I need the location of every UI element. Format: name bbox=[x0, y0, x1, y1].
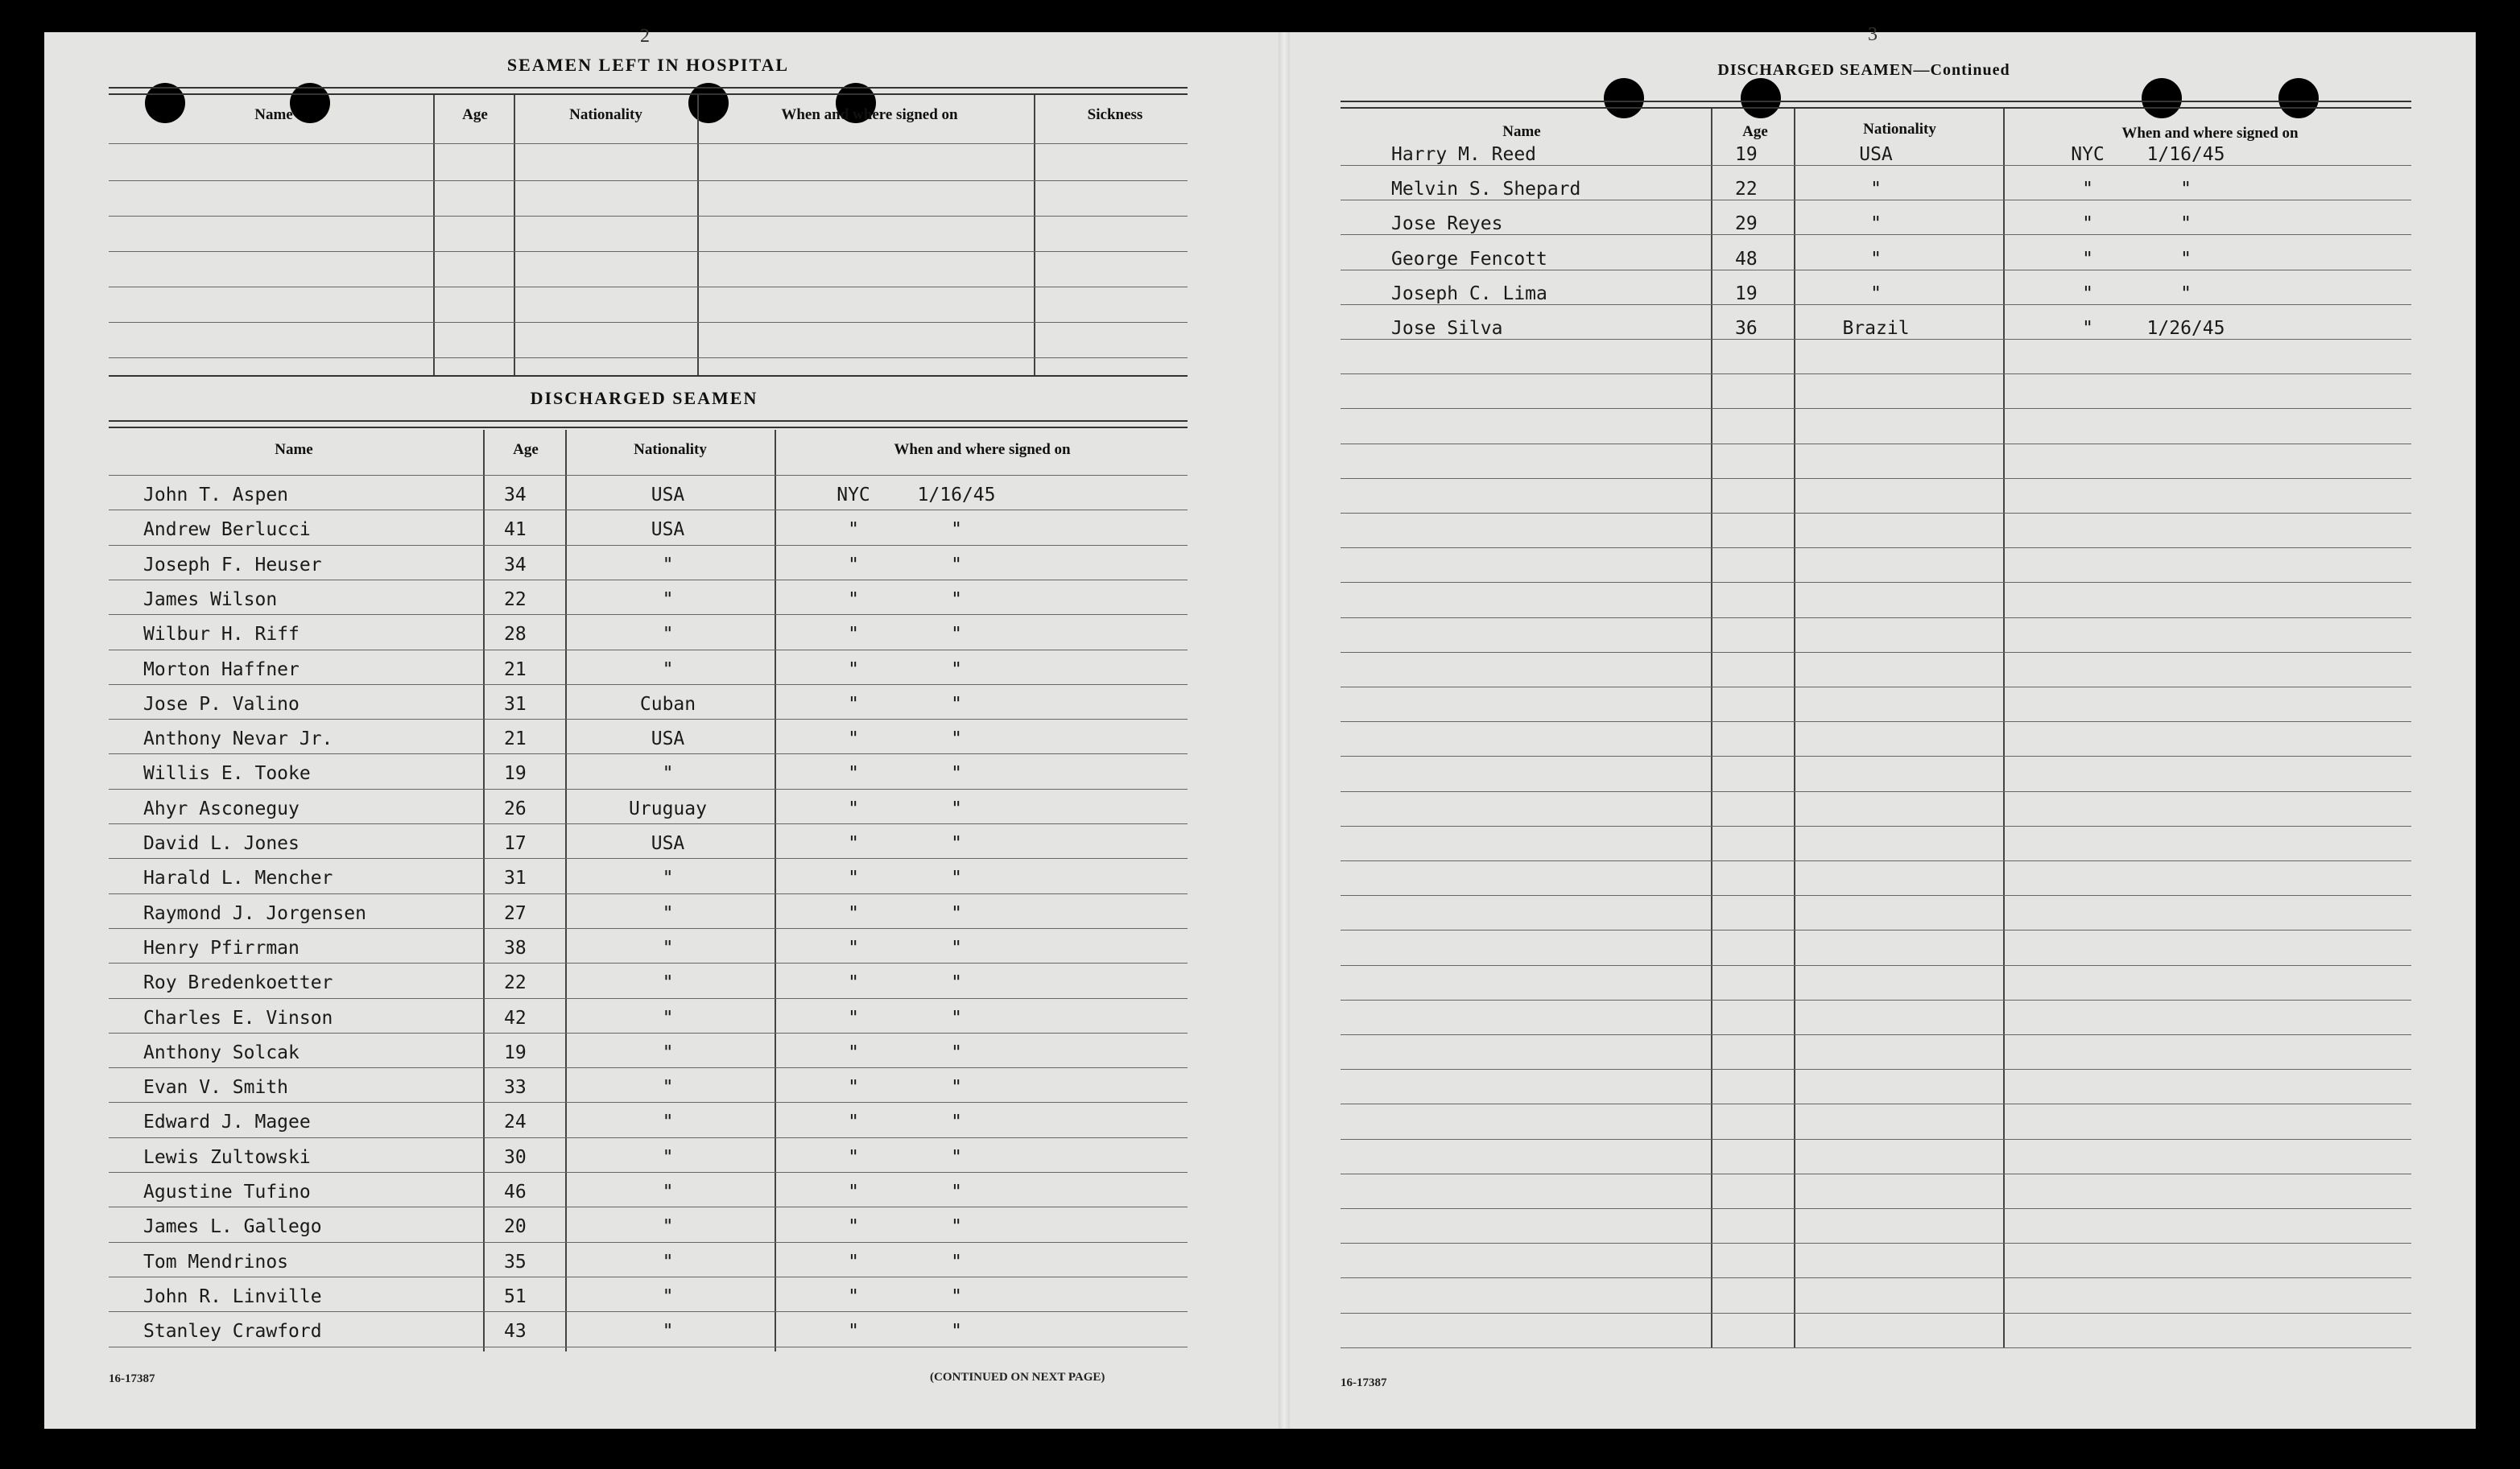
signed-place: " bbox=[848, 1251, 859, 1273]
signed-date: " bbox=[951, 519, 962, 541]
hospital-header-nationality: Nationality bbox=[569, 106, 642, 123]
seaman-nationality: " bbox=[662, 937, 674, 959]
seaman-name: David L. Jones bbox=[143, 833, 300, 854]
rule bbox=[1341, 107, 2411, 109]
signed-place: " bbox=[848, 588, 859, 610]
seaman-nationality: " bbox=[662, 1112, 674, 1133]
signed-date: " bbox=[951, 1251, 962, 1273]
seaman-nationality: " bbox=[662, 763, 674, 785]
discharged-header-nationality: Nationality bbox=[634, 441, 707, 458]
seaman-nationality: " bbox=[662, 1077, 674, 1099]
signed-date: " bbox=[951, 1321, 962, 1343]
row-rule bbox=[1341, 1277, 2411, 1278]
seaman-age: 22 bbox=[1735, 179, 1758, 200]
signed-date: " bbox=[951, 1285, 962, 1307]
signed-place: " bbox=[848, 693, 859, 715]
signed-place: " bbox=[848, 1146, 859, 1168]
row-rule bbox=[109, 719, 1188, 720]
seaman-name: Henry Pfirrman bbox=[143, 937, 300, 959]
rule bbox=[109, 427, 1188, 428]
continued-header-name: Name bbox=[1502, 123, 1541, 140]
row-rule bbox=[1341, 1139, 2411, 1140]
signed-place: " bbox=[2082, 248, 2093, 270]
row-rule bbox=[1341, 1000, 2411, 1001]
signed-date: 1/16/45 bbox=[2146, 144, 2225, 165]
signed-date: " bbox=[2180, 179, 2192, 200]
row-rule bbox=[1341, 791, 2411, 792]
seaman-nationality: " bbox=[662, 1285, 674, 1307]
signed-date: " bbox=[951, 588, 962, 610]
signed-place: " bbox=[848, 1007, 859, 1029]
row-rule bbox=[1341, 1347, 2411, 1348]
row-rule bbox=[1341, 1313, 2411, 1314]
row-rule bbox=[109, 1311, 1188, 1312]
signed-place: " bbox=[848, 937, 859, 959]
row-rule bbox=[109, 143, 1188, 144]
signed-date: " bbox=[951, 1216, 962, 1238]
seaman-nationality: Uruguay bbox=[629, 798, 707, 819]
seaman-name: Agustine Tufino bbox=[143, 1182, 311, 1203]
signed-date: " bbox=[951, 1112, 962, 1133]
seaman-name: Jose Reyes bbox=[1391, 213, 1503, 235]
continued-header-signed-on: When and where signed on bbox=[2121, 125, 2299, 142]
seaman-name: Jose Silva bbox=[1391, 318, 1503, 339]
signed-place: " bbox=[848, 624, 859, 646]
row-rule bbox=[1341, 756, 2411, 757]
signed-place: " bbox=[848, 1321, 859, 1343]
signed-date: " bbox=[951, 902, 962, 924]
signed-date: " bbox=[951, 624, 962, 646]
seaman-name: John R. Linville bbox=[143, 1285, 322, 1307]
seaman-nationality: " bbox=[1870, 179, 1882, 200]
punch-hole bbox=[1604, 78, 1644, 118]
seaman-name: Wilbur H. Riff bbox=[143, 624, 300, 646]
seaman-name: Harry M. Reed bbox=[1391, 144, 1537, 165]
row-rule bbox=[1341, 860, 2411, 861]
row-rule bbox=[109, 893, 1188, 894]
seaman-name: Raymond J. Jorgensen bbox=[143, 902, 366, 924]
signed-place: " bbox=[2082, 179, 2093, 200]
column-rule bbox=[697, 95, 699, 377]
punch-hole bbox=[2278, 78, 2319, 118]
seaman-nationality: USA bbox=[651, 485, 685, 505]
discharged-header-name: Name bbox=[275, 441, 313, 458]
row-rule bbox=[1341, 513, 2411, 514]
seaman-age: 36 bbox=[1735, 318, 1758, 339]
signed-date: 1/16/45 bbox=[917, 485, 996, 505]
seaman-name: Tom Mendrinos bbox=[143, 1251, 289, 1273]
signed-date: " bbox=[951, 763, 962, 785]
seaman-name: Andrew Berlucci bbox=[143, 519, 311, 541]
seaman-age: 41 bbox=[504, 519, 527, 541]
signed-place: " bbox=[848, 519, 859, 541]
row-rule bbox=[1341, 617, 2411, 618]
row-rule bbox=[1341, 304, 2411, 305]
column-rule bbox=[483, 430, 485, 1351]
seaman-name: Anthony Solcak bbox=[143, 1042, 300, 1063]
seaman-name: Joseph F. Heuser bbox=[143, 554, 322, 576]
row-rule bbox=[1341, 582, 2411, 583]
row-rule bbox=[109, 858, 1188, 859]
punch-hole bbox=[145, 83, 185, 123]
signed-date: " bbox=[951, 798, 962, 819]
row-rule bbox=[1341, 721, 2411, 722]
signed-date: " bbox=[951, 1146, 962, 1168]
row-rule bbox=[1341, 1208, 2411, 1209]
row-rule bbox=[109, 1172, 1188, 1173]
row-rule bbox=[109, 475, 1188, 476]
seaman-nationality: " bbox=[662, 1182, 674, 1203]
signed-place: " bbox=[848, 658, 859, 680]
signed-place: " bbox=[848, 868, 859, 889]
column-rule bbox=[565, 430, 567, 1351]
rule bbox=[109, 420, 1188, 422]
signed-place: " bbox=[848, 728, 859, 750]
punch-hole bbox=[2142, 78, 2182, 118]
seaman-age: 33 bbox=[504, 1077, 527, 1099]
form-number: 16-17387 bbox=[1341, 1376, 1387, 1389]
signed-date: " bbox=[2180, 248, 2192, 270]
seaman-name: Edward J. Magee bbox=[143, 1112, 311, 1133]
hospital-header-signed-on: When and where signed on bbox=[781, 106, 958, 123]
seaman-nationality: " bbox=[662, 624, 674, 646]
signed-place: " bbox=[848, 763, 859, 785]
signed-date: " bbox=[951, 1077, 962, 1099]
column-rule bbox=[2003, 109, 2005, 1347]
seaman-name: Joseph C. Lima bbox=[1391, 283, 1547, 304]
row-rule bbox=[1341, 895, 2411, 896]
row-rule bbox=[109, 545, 1188, 546]
seaman-nationality: USA bbox=[1859, 144, 1893, 165]
signed-date: " bbox=[951, 868, 962, 889]
signed-place: " bbox=[2082, 283, 2093, 304]
rule bbox=[1341, 101, 2411, 102]
signed-place: " bbox=[848, 1077, 859, 1099]
column-rule bbox=[1711, 109, 1712, 1347]
signed-place: " bbox=[848, 798, 859, 819]
signed-place: " bbox=[848, 1216, 859, 1238]
seaman-name: Melvin S. Shepard bbox=[1391, 179, 1581, 200]
row-rule bbox=[1341, 165, 2411, 166]
discharged-section-title: DISCHARGED SEAMEN bbox=[530, 388, 758, 408]
seaman-nationality: " bbox=[662, 1216, 674, 1238]
discharged-header-signed-on: When and where signed on bbox=[894, 441, 1071, 458]
seaman-age: 20 bbox=[504, 1216, 527, 1238]
hospital-section-title: SEAMEN LEFT IN HOSPITAL bbox=[506, 55, 790, 75]
signed-place: " bbox=[848, 1112, 859, 1133]
seaman-age: 27 bbox=[504, 902, 527, 924]
seaman-nationality: " bbox=[1870, 283, 1882, 304]
signed-date: " bbox=[2180, 283, 2192, 304]
row-rule bbox=[1341, 1243, 2411, 1244]
row-rule bbox=[1341, 826, 2411, 827]
seaman-nationality: " bbox=[1870, 248, 1882, 270]
seaman-name: Roy Bredenkoetter bbox=[143, 972, 333, 994]
signed-date: " bbox=[951, 1007, 962, 1029]
seaman-name: Stanley Crawford bbox=[143, 1321, 322, 1343]
seaman-nationality: " bbox=[1870, 213, 1882, 235]
seaman-name: Morton Haffner bbox=[143, 658, 300, 680]
signed-place: " bbox=[848, 972, 859, 994]
seaman-name: Ahyr Asconeguy bbox=[143, 798, 300, 819]
page-number: 3 bbox=[1868, 24, 1878, 45]
seaman-nationality: " bbox=[662, 902, 674, 924]
signed-place: NYC bbox=[837, 485, 870, 505]
seaman-nationality: USA bbox=[651, 833, 685, 854]
signed-place: " bbox=[848, 1285, 859, 1307]
continued-section-title: DISCHARGED SEAMEN—Continued bbox=[1717, 61, 2010, 79]
row-rule bbox=[109, 823, 1188, 824]
seaman-name: Charles E. Vinson bbox=[143, 1007, 333, 1029]
row-rule bbox=[1341, 478, 2411, 479]
seaman-name: Lewis Zultowski bbox=[143, 1146, 311, 1168]
continued-header-nationality: Nationality bbox=[1863, 121, 1936, 138]
signed-date: " bbox=[2180, 213, 2192, 235]
signed-date: " bbox=[951, 833, 962, 854]
row-rule bbox=[1341, 1034, 2411, 1035]
seaman-nationality: Brazil bbox=[1842, 318, 1910, 339]
seaman-name: James L. Gallego bbox=[143, 1216, 322, 1238]
row-rule bbox=[1341, 547, 2411, 548]
rule bbox=[109, 93, 1188, 95]
row-rule bbox=[1341, 373, 2411, 374]
seaman-name: Anthony Nevar Jr. bbox=[143, 728, 333, 750]
seaman-age: 38 bbox=[504, 937, 527, 959]
seaman-nationality: " bbox=[662, 1321, 674, 1343]
rule bbox=[109, 87, 1188, 89]
seaman-nationality: " bbox=[662, 868, 674, 889]
signed-date: " bbox=[951, 937, 962, 959]
row-rule bbox=[109, 1137, 1188, 1138]
seaman-age: 28 bbox=[504, 624, 527, 646]
row-rule bbox=[109, 180, 1188, 181]
seaman-age: 22 bbox=[504, 588, 527, 610]
document-sheet bbox=[44, 32, 2476, 1429]
seaman-age: 21 bbox=[504, 658, 527, 680]
seaman-nationality: USA bbox=[651, 728, 685, 750]
signed-date: " bbox=[951, 693, 962, 715]
seaman-nationality: " bbox=[662, 972, 674, 994]
row-rule bbox=[1341, 408, 2411, 409]
signed-place: " bbox=[848, 1182, 859, 1203]
seaman-name: Harald L. Mencher bbox=[143, 868, 333, 889]
row-rule bbox=[109, 928, 1188, 929]
seaman-nationality: " bbox=[662, 588, 674, 610]
seaman-nationality: " bbox=[662, 1007, 674, 1029]
column-rule bbox=[433, 95, 435, 377]
signed-place: " bbox=[848, 1042, 859, 1063]
column-rule bbox=[775, 430, 776, 1351]
row-rule bbox=[109, 1242, 1188, 1243]
seaman-age: 19 bbox=[504, 1042, 527, 1063]
seaman-age: 31 bbox=[504, 693, 527, 715]
seaman-age: 34 bbox=[504, 485, 527, 505]
signed-place: NYC bbox=[2071, 144, 2105, 165]
row-rule bbox=[1341, 652, 2411, 653]
page-number: 2 bbox=[640, 26, 650, 47]
seaman-age: 35 bbox=[504, 1251, 527, 1273]
page-fold bbox=[1279, 32, 1290, 1429]
row-rule bbox=[1341, 234, 2411, 235]
seaman-nationality: " bbox=[662, 1251, 674, 1273]
seaman-nationality: USA bbox=[651, 519, 685, 541]
continued-header-age: Age bbox=[1742, 123, 1768, 140]
row-rule bbox=[109, 1102, 1188, 1103]
signed-date: " bbox=[951, 728, 962, 750]
row-rule bbox=[109, 963, 1188, 964]
seaman-name: Evan V. Smith bbox=[143, 1077, 289, 1099]
seaman-age: 30 bbox=[504, 1146, 527, 1168]
seaman-age: 51 bbox=[504, 1285, 527, 1307]
row-rule bbox=[109, 998, 1188, 999]
seaman-age: 19 bbox=[1735, 144, 1758, 165]
seaman-name: Willis E. Tooke bbox=[143, 763, 311, 785]
seaman-name: John T. Aspen bbox=[143, 485, 289, 505]
seaman-nationality: " bbox=[662, 554, 674, 576]
signed-date: 1/26/45 bbox=[2146, 318, 2225, 339]
seaman-age: 43 bbox=[504, 1321, 527, 1343]
punch-hole bbox=[1741, 78, 1781, 118]
seaman-age: 19 bbox=[1735, 283, 1758, 304]
row-rule bbox=[1341, 930, 2411, 931]
seaman-nationality: " bbox=[662, 1146, 674, 1168]
continued-note: (CONTINUED ON NEXT PAGE) bbox=[930, 1371, 1105, 1384]
row-rule bbox=[109, 614, 1188, 615]
seaman-age: 19 bbox=[504, 763, 527, 785]
signed-date: " bbox=[951, 554, 962, 576]
signed-place: " bbox=[2082, 213, 2093, 235]
row-rule bbox=[1341, 339, 2411, 340]
seaman-name: George Fencott bbox=[1391, 248, 1547, 270]
seaman-age: 17 bbox=[504, 833, 527, 854]
signed-date: " bbox=[951, 1042, 962, 1063]
row-rule bbox=[1341, 1069, 2411, 1070]
seaman-age: 26 bbox=[504, 798, 527, 819]
seaman-age: 42 bbox=[504, 1007, 527, 1029]
seaman-age: 21 bbox=[504, 728, 527, 750]
column-rule bbox=[1794, 109, 1795, 1347]
signed-date: " bbox=[951, 972, 962, 994]
seaman-age: 31 bbox=[504, 868, 527, 889]
seaman-nationality: " bbox=[662, 658, 674, 680]
row-rule bbox=[109, 789, 1188, 790]
row-rule bbox=[109, 375, 1188, 377]
signed-place: " bbox=[848, 902, 859, 924]
seaman-age: 48 bbox=[1735, 248, 1758, 270]
signed-place: " bbox=[848, 833, 859, 854]
seaman-name: James Wilson bbox=[143, 588, 278, 610]
row-rule bbox=[109, 684, 1188, 685]
hospital-header-name: Name bbox=[254, 106, 293, 123]
row-rule bbox=[1341, 965, 2411, 966]
form-number: 16-17387 bbox=[109, 1372, 155, 1385]
seaman-age: 46 bbox=[504, 1182, 527, 1203]
column-rule bbox=[1034, 95, 1035, 377]
column-rule bbox=[514, 95, 515, 377]
seaman-nationality: " bbox=[662, 1042, 674, 1063]
seaman-nationality: Cuban bbox=[639, 693, 696, 715]
seaman-age: 22 bbox=[504, 972, 527, 994]
discharged-header-age: Age bbox=[513, 441, 539, 458]
seaman-age: 24 bbox=[504, 1112, 527, 1133]
seaman-age: 29 bbox=[1735, 213, 1758, 235]
row-rule bbox=[109, 1067, 1188, 1068]
seaman-name: Jose P. Valino bbox=[143, 693, 300, 715]
seaman-age: 34 bbox=[504, 554, 527, 576]
row-rule bbox=[109, 753, 1188, 754]
row-rule bbox=[109, 1033, 1188, 1034]
row-rule bbox=[109, 357, 1188, 358]
hospital-header-sickness: Sickness bbox=[1087, 106, 1143, 123]
signed-date: " bbox=[951, 1182, 962, 1203]
row-rule bbox=[109, 251, 1188, 252]
row-rule bbox=[109, 322, 1188, 323]
signed-place: " bbox=[848, 554, 859, 576]
signed-place: " bbox=[2082, 318, 2093, 339]
row-rule bbox=[109, 216, 1188, 217]
signed-date: " bbox=[951, 658, 962, 680]
hospital-header-age: Age bbox=[462, 106, 488, 123]
